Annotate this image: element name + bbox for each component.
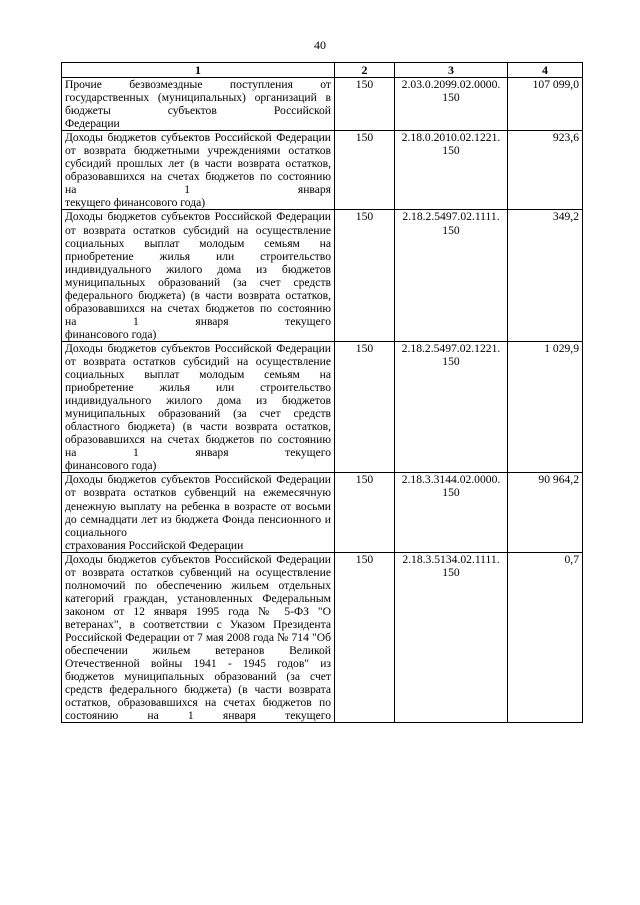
code-line-1: 2.18.3.5134.02.1111. [402,552,500,566]
code-line-1: 2.18.3.3144.02.0000. [401,473,501,487]
row-code [395,210,508,341]
code-line-1: 2.18.0.2010.02.1221. [401,131,501,145]
row-col2: 150 [335,473,395,552]
row-amount: 0,7 [508,552,583,723]
row-amount: 923,6 [508,131,583,210]
description-text-end: финансового года) [65,327,157,341]
code-line-1: 2.03.0.2099.02.0000. [401,78,501,91]
table-row [62,210,583,341]
description-text: Доходы бюджетов субъектов Российской Федерации от возврата бюджетными учреждениями остатков субсидий прошлых лет (в части возврата остатков, образовавшихся на счетах бюджетов по состоянию на 1 января [65,131,331,197]
row-code [395,78,508,131]
code-line-2: 150 [442,354,460,368]
table-row [62,552,583,723]
code-line-2: 150 [442,486,460,500]
row-description [62,341,335,472]
description-text-end: Федерации [65,117,120,131]
table-header-row [62,63,583,78]
table-row [62,341,583,472]
description-text: Доходы бюджетов субъектов Российской Федерации от возврата остатков субсидий на осуществление социальных выплат молодым семьям на приобретение жилья или строительство индивидуального жилого дома из бюджетов муниципальных образований (за счет средств областного бюджета) (в части возврата остатков, образовавшихся на счетах бюджетов по состоянию на 1 января текущего [65,341,331,460]
row-amount: 1 029,9 [508,341,583,472]
revenue-table [61,62,583,723]
description-text-end: финансового года) [65,459,157,473]
row-description [62,473,335,552]
row-amount: 107 099,0 [508,78,583,131]
row-amount: 90 964,2 [508,473,583,552]
header-col-4: 4 [508,63,583,78]
row-code [395,341,508,472]
row-description [62,210,335,341]
page-number: 40 [314,38,326,52]
row-description [62,78,335,131]
code-line-2: 150 [442,565,460,579]
row-col2: 150 [335,341,395,472]
header-col-3: 3 [395,63,508,78]
row-col2: 150 [335,552,395,723]
code-line-2: 150 [442,91,460,105]
row-code [395,131,508,210]
row-amount: 349,2 [508,210,583,341]
description-text: Доходы бюджетов субъектов Российской Федерации от возврата остатков субвенций на ежемесячную денежную выплату на ребенка в возрасте от восьми до семнадцати лет из бюджета Фонда пенсионного и социального [65,473,331,539]
row-col2: 150 [335,131,395,210]
row-col2: 150 [335,78,395,131]
row-description [62,131,335,210]
table-row [62,78,583,131]
header-col-1: 1 [62,63,335,78]
description-text: Доходы бюджетов субъектов Российской Федерации от возврата остатков субвенций на осуществление полномочий по обеспечению жильем отдельных категорий граждан, установленных Федеральным законом от 12 января 1995 года № 5-ФЗ "О ветеранах", в соответствии с Указом Президента Российской Федерации от 7 мая 2008 года № 714 "Об обеспечении жильем ветеранов Великой Отечественной войны 1941 - 1945 годов" из бюджетов муниципальных образований (за счет средств федерального бюджета) (в части возврата остатков, образовавшихся на счетах бюджетов по состоянию на 1 января текущего [65,552,331,723]
row-code [395,473,508,552]
header-col-2: 2 [335,63,395,78]
description-text: Прочие безвозмездные поступления от государственных (муниципальных) организаций в бюджеты субъектов Российской [65,78,331,118]
code-line-2: 150 [442,223,460,237]
description-text-end: страхования Российской Федерации [65,538,244,552]
table-row [62,473,583,552]
row-description [62,552,335,723]
code-line-1: 2.18.2.5497.02.1111. [402,210,500,224]
code-line-1: 2.18.2.5497.02.1221. [401,341,501,355]
table-row [62,131,583,210]
row-code [395,552,508,723]
description-text-end: текущего финансового года) [65,196,206,210]
code-line-2: 150 [442,144,460,158]
description-text: Доходы бюджетов субъектов Российской Федерации от возврата остатков субсидий на осуществление социальных выплат молодым семьям на приобретение жилья или строительство индивидуального жилого дома из бюджетов муниципальных образований (за счет средств федерального бюджета) (в части возврата остатков, образовавшихся на счетах бюджетов по состоянию на 1 января текущего [65,210,331,328]
row-col2: 150 [335,210,395,341]
